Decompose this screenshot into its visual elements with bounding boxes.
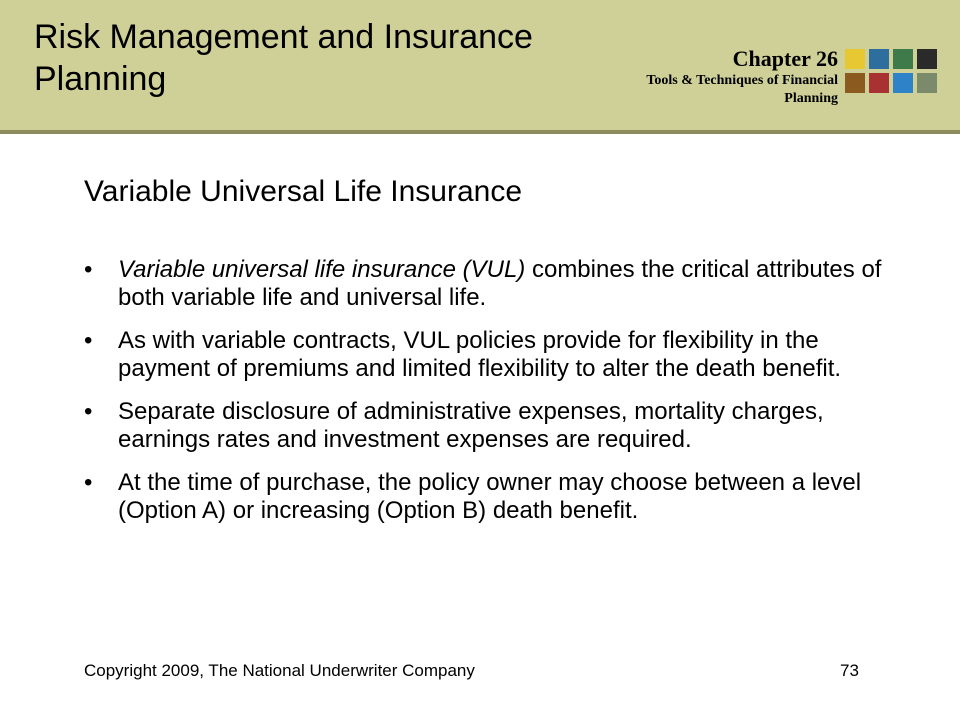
bullet-marker: • bbox=[84, 469, 93, 496]
bullet-text: Separate disclosure of administrative expenses, mortality charges, earnings rates and investment expenses are required. bbox=[118, 398, 824, 453]
color-swatch bbox=[869, 49, 889, 69]
bullet-marker: • bbox=[84, 256, 93, 283]
bullet-item bbox=[84, 398, 884, 454]
header-band bbox=[0, 0, 960, 130]
color-swatch bbox=[845, 73, 865, 93]
color-swatch bbox=[869, 73, 889, 93]
bullet-italic-lead: Variable universal life insurance (VUL) bbox=[118, 256, 526, 283]
color-swatch bbox=[845, 49, 865, 69]
bullet-text: combines the critical attributes of both variable life and universal life. bbox=[118, 256, 882, 311]
course-title: Risk Management and Insurance Planning bbox=[34, 18, 533, 98]
page-number: 73 bbox=[840, 661, 859, 680]
bullet-item bbox=[84, 327, 884, 383]
chapter-label: Chapter 26 bbox=[732, 46, 838, 71]
color-swatch bbox=[917, 73, 937, 93]
header-divider bbox=[0, 130, 960, 134]
bullet-marker: • bbox=[84, 398, 93, 425]
color-swatch bbox=[893, 49, 913, 69]
color-swatch bbox=[917, 49, 937, 69]
bullet-text: As with variable contracts, VUL policies provide for flexibility in the payment of premiums and limited flexibility to alter the death benefit. bbox=[118, 327, 842, 382]
bullet-item bbox=[84, 256, 884, 312]
copyright-notice: Copyright 2009, The National Underwriter Company bbox=[84, 661, 475, 680]
color-swatch-grid bbox=[845, 49, 937, 93]
bullet-text: At the time of purchase, the policy owner may choose between a level (Option A) or increasing (Option B) death benefit. bbox=[118, 469, 862, 524]
color-swatch bbox=[893, 73, 913, 93]
chapter-block bbox=[618, 46, 838, 108]
bullet-marker: • bbox=[84, 327, 93, 354]
slide-title: Variable Universal Life Insurance bbox=[84, 175, 523, 208]
chapter-subtitle: Tools & Techniques of Financial Planning bbox=[646, 73, 838, 106]
bullet-item bbox=[84, 469, 884, 525]
bullet-list bbox=[84, 256, 884, 540]
